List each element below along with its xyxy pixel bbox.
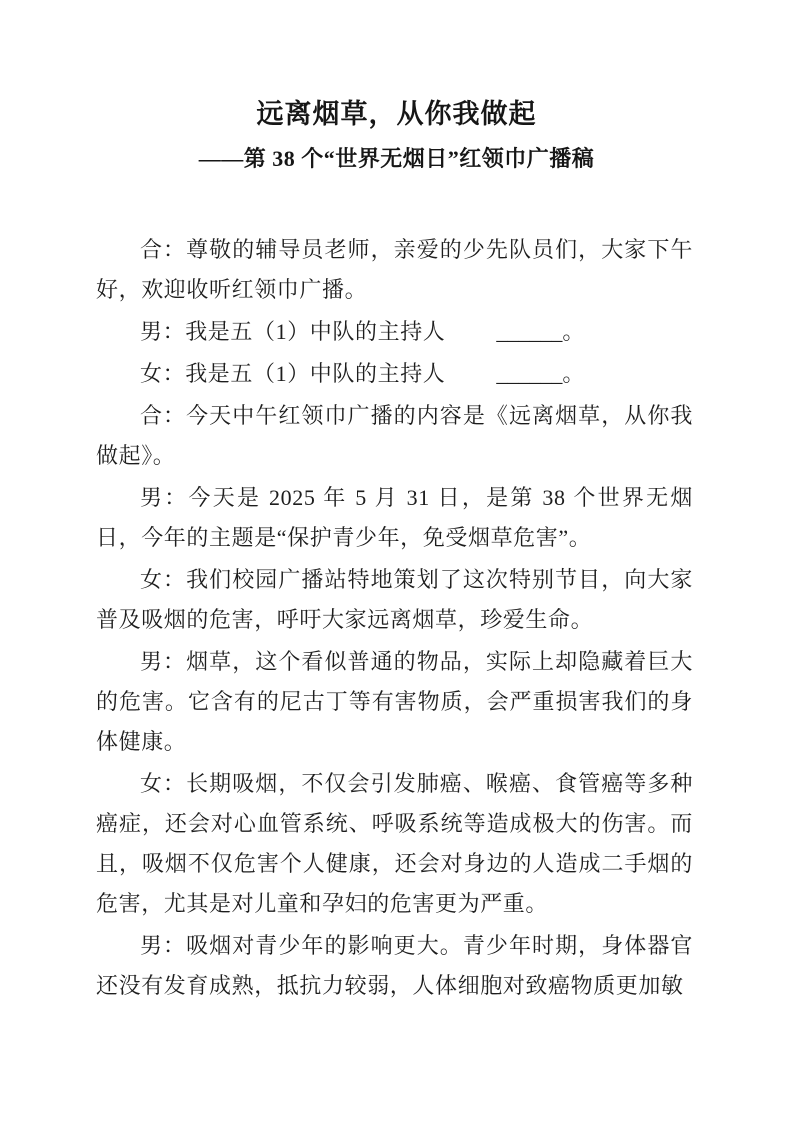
paragraph-text: 。	[562, 319, 586, 344]
paragraph-girl-smoking-diseases: 女：长期吸烟，不仅会引发肺癌、喉癌、食管癌等多种癌症，还会对心血管系统、呼吸系统等造成极大的伤害。而且，吸烟不仅危害个人健康，还会对身边的人造成二手烟的危害，尤其是对儿童和孕妇的危害更为严重。	[96, 771, 693, 916]
paragraph-text: 。	[562, 361, 586, 386]
paragraph-both-topic: 合：今天中午红领巾广播的内容是《远离烟草，从你我做起》。	[96, 403, 693, 468]
document-title: 远离烟草，从你我做起	[256, 99, 537, 129]
paragraph-boy-youth-impact: 男：吸烟对青少年的影响更大。青少年时期，身体器官还没有发育成熟，抵抗力较弱，人体细胞对致癌物质更加敏	[96, 933, 693, 998]
paragraph-text: 女：我是五（1）中队的主持人	[140, 361, 446, 386]
fill-in-blank: ______	[496, 361, 563, 386]
document-subtitle: ——第 38 个“世界无烟日”红领巾广播稿	[198, 146, 595, 171]
paragraph-boy-tobacco-harm: 男：烟草，这个看似普通的物品，实际上却隐藏着巨大的危害。它含有的尼古丁等有害物质，会严重损害我们的身体健康。	[96, 649, 693, 754]
paragraph-host-girl-intro	[96, 354, 693, 394]
fill-in-blank: ______	[496, 319, 563, 344]
paragraph-text: 男：我是五（1）中队的主持人	[140, 319, 446, 344]
paragraph-boy-date-theme: 男：今天是 2025 年 5 月 31 日，是第 38 个世界无烟日，今年的主题是“保护青少年，免受烟草危害”。	[96, 485, 693, 550]
paragraph-host-boy-intro	[96, 312, 693, 352]
document-body	[96, 230, 693, 1006]
paragraph-girl-program-purpose: 女：我们校园广播站特地策划了这次特别节目，向大家普及吸烟的危害，呼吁大家远离烟草，珍爱生命。	[96, 567, 693, 632]
paragraph-host-both-greeting: 合：尊敬的辅导员老师，亲爱的少先队员们，大家下午好，欢迎收听红领巾广播。	[96, 237, 693, 302]
